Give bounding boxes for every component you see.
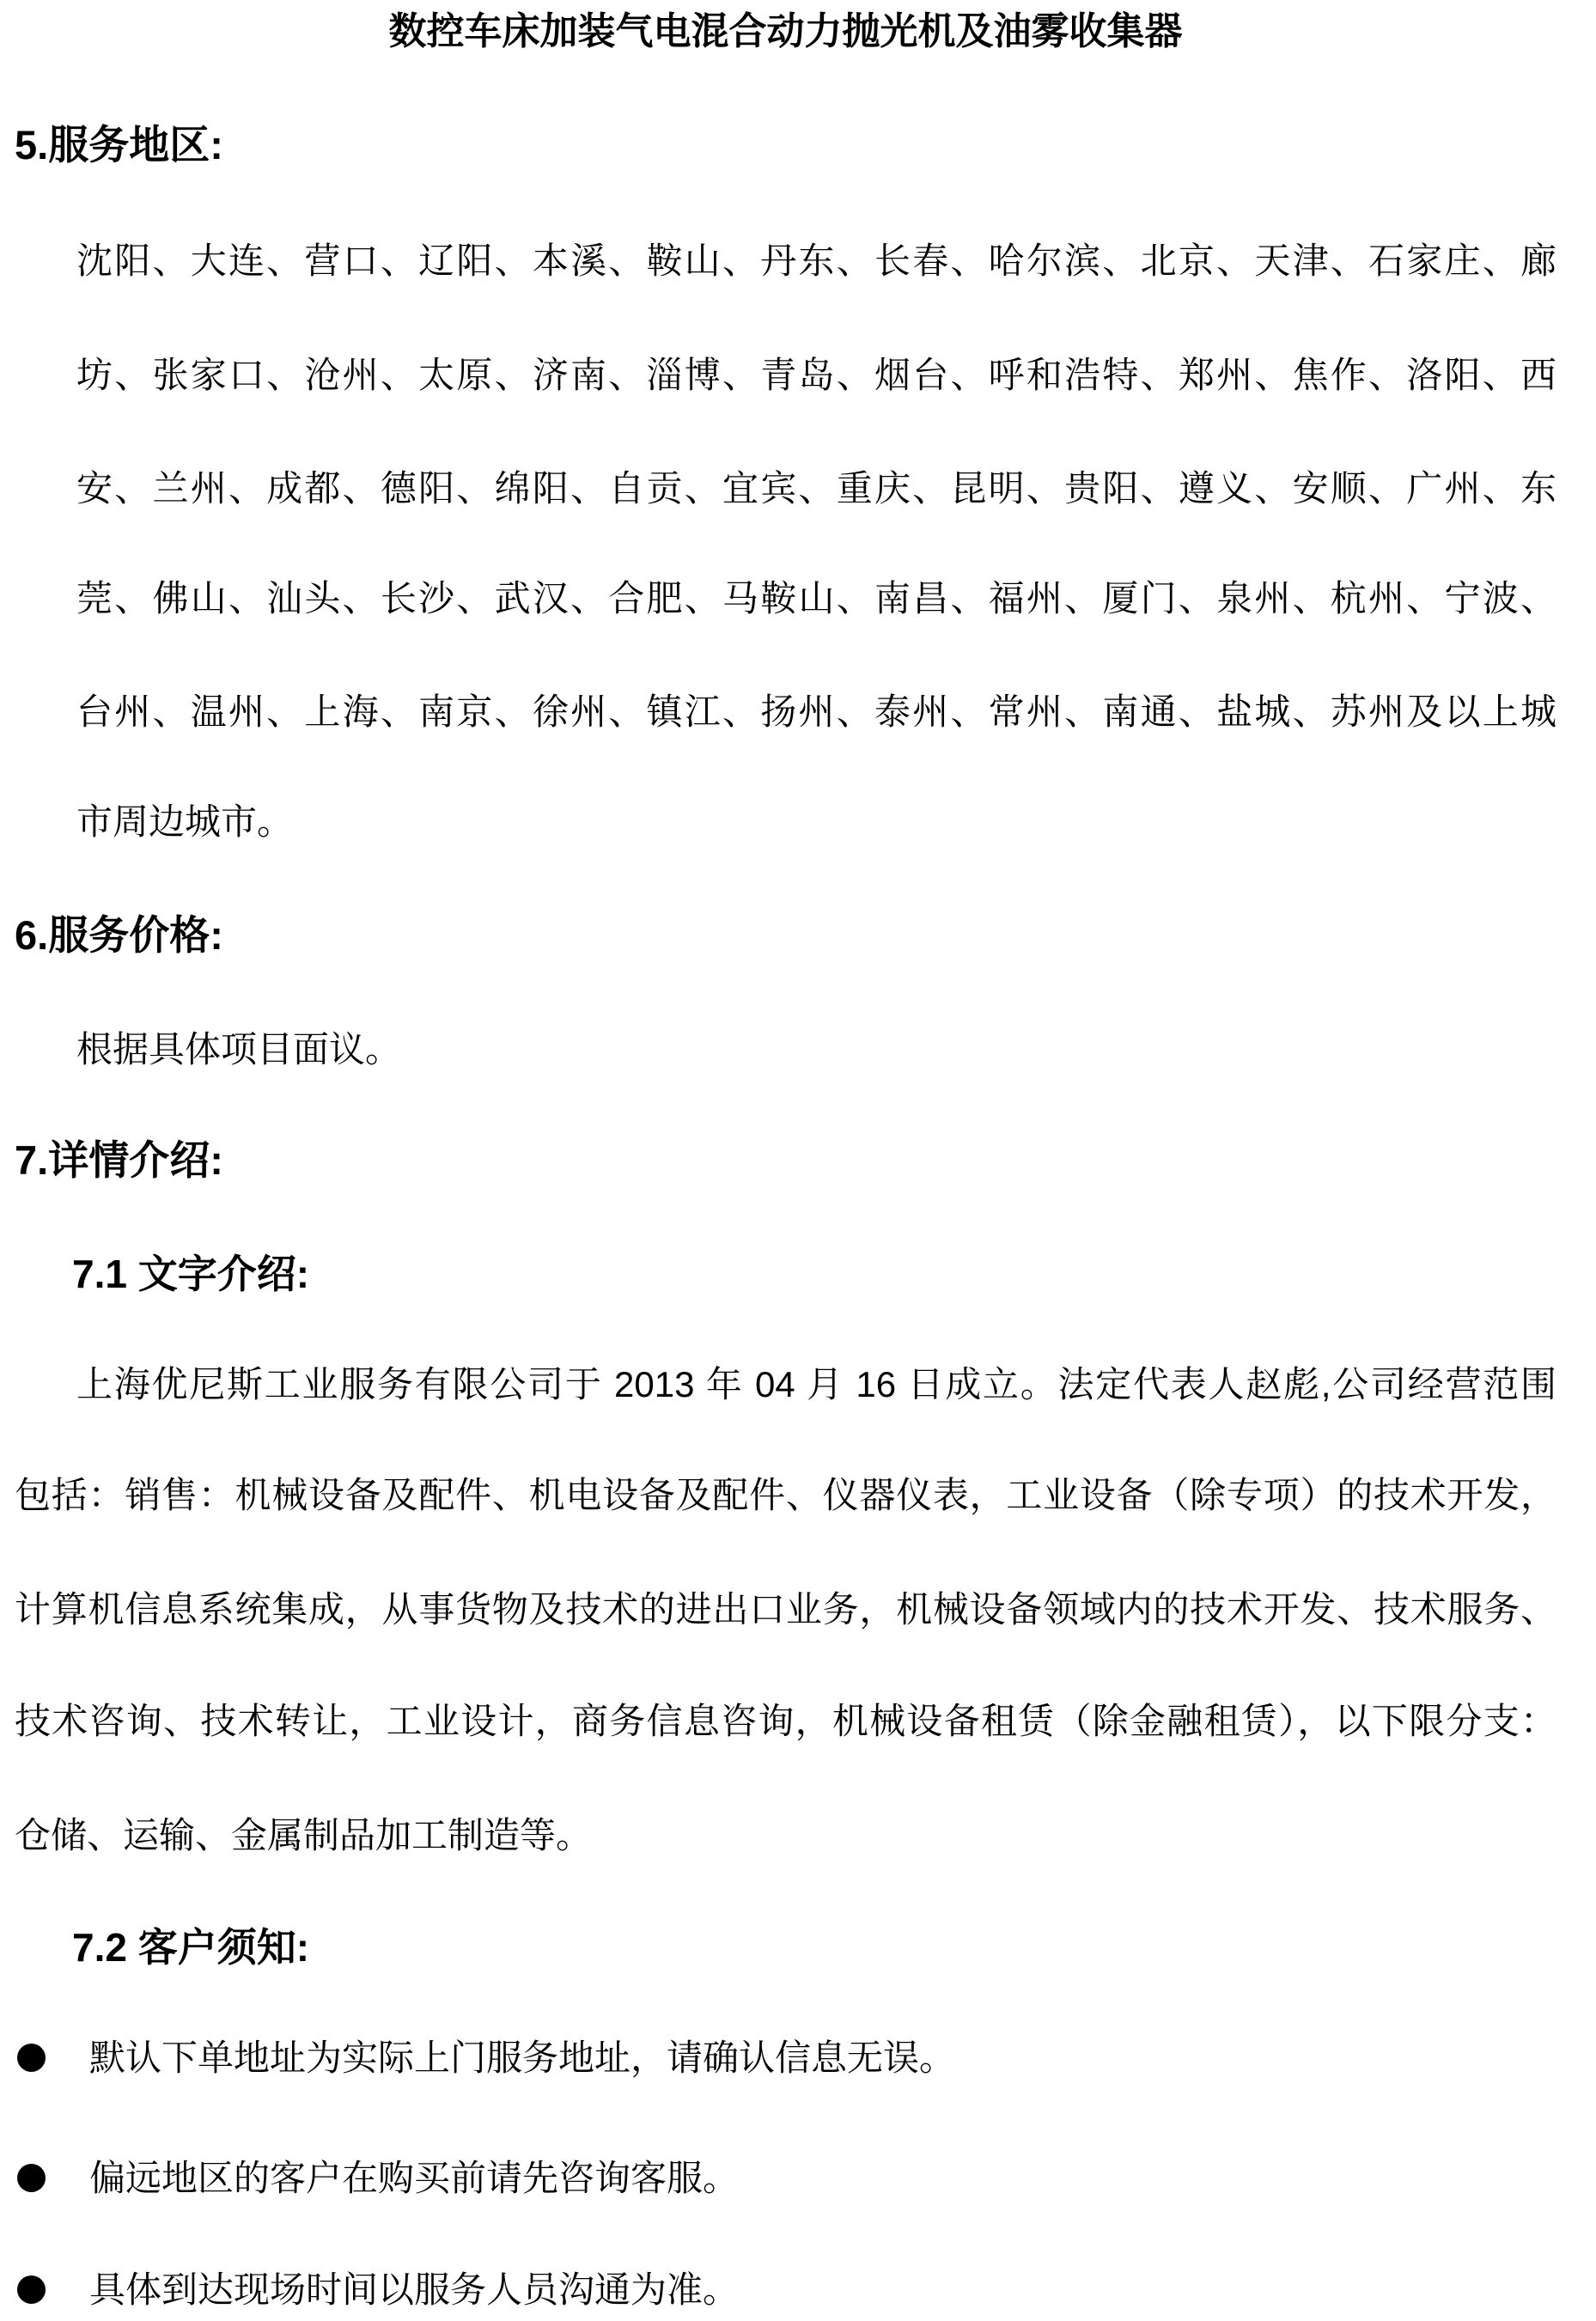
- bullet-icon: [17, 2044, 46, 2072]
- company-intro-line: 上海优尼斯工业服务有限公司于 2013 年 04 月 16 日成立。法定代表人赵彪,公司经营范围: [76, 1364, 1556, 1404]
- company-intro-line: 计算机信息系统集成，从事货物及技术的进出口业务，机械设备领域内的技术开发、技术服务、: [15, 1589, 1556, 1630]
- notice-text: 默认下单地址为实际上门服务地址，请确认信息无误。: [89, 2038, 956, 2078]
- service-area-line: 沈阳、大连、营口、辽阳、本溪、鞍山、丹东、长春、哈尔滨、北京、天津、石家庄、廊: [76, 241, 1556, 281]
- notice-item: [17, 2157, 1556, 2200]
- notice-item: [17, 2269, 1556, 2312]
- heading-text-intro: 7.1 文字介绍:: [72, 1252, 310, 1296]
- heading-service-price: 6.服务价格:: [15, 912, 223, 958]
- service-area-line: 莞、佛山、汕头、长沙、武汉、合肥、马鞍山、南昌、福州、厦门、泉州、杭州、宁波、: [76, 578, 1556, 618]
- heading-service-area: 5.服务地区:: [15, 122, 223, 168]
- bullet-icon: [17, 2164, 46, 2192]
- service-area-line: 台州、温州、上海、南京、徐州、镇江、扬州、泰州、常州、南通、盐城、苏州及以上城: [76, 691, 1556, 732]
- company-intro-line: 技术咨询、技术转让，工业设计，商务信息咨询，机械设备租赁（除金融租赁），以下限分支：: [15, 1701, 1556, 1741]
- company-intro-line: 包括：销售：机械设备及配件、机电设备及配件、仪器仪表，工业设备（除专项）的技术开发，: [15, 1475, 1556, 1515]
- heading-customer-notice: 7.2 客户须知:: [72, 1925, 310, 1970]
- service-area-line: 市周边城市。: [76, 801, 294, 842]
- document-title: 数控车床加装气电混合动力抛光机及油雾收集器: [388, 10, 1183, 52]
- bullet-icon: [17, 2275, 46, 2304]
- heading-details: 7.详情介绍:: [15, 1137, 223, 1183]
- notice-text: 偏远地区的客户在购买前请先咨询客服。: [89, 2158, 740, 2198]
- company-intro-line: 仓储、运输、金属制品加工制造等。: [15, 1815, 593, 1855]
- service-price-text: 根据具体项目面议。: [76, 1029, 402, 1069]
- notice-text: 具体到达现场时间以服务人员沟通为准。: [89, 2269, 740, 2310]
- service-area-line: 坊、张家口、沧州、太原、济南、淄博、青岛、烟台、呼和浩特、郑州、焦作、洛阳、西: [76, 355, 1556, 395]
- service-area-line: 安、兰州、成都、德阳、绵阳、自贡、宜宾、重庆、昆明、贵阳、遵义、安顺、广州、东: [76, 468, 1556, 509]
- notice-item: [17, 2037, 1556, 2080]
